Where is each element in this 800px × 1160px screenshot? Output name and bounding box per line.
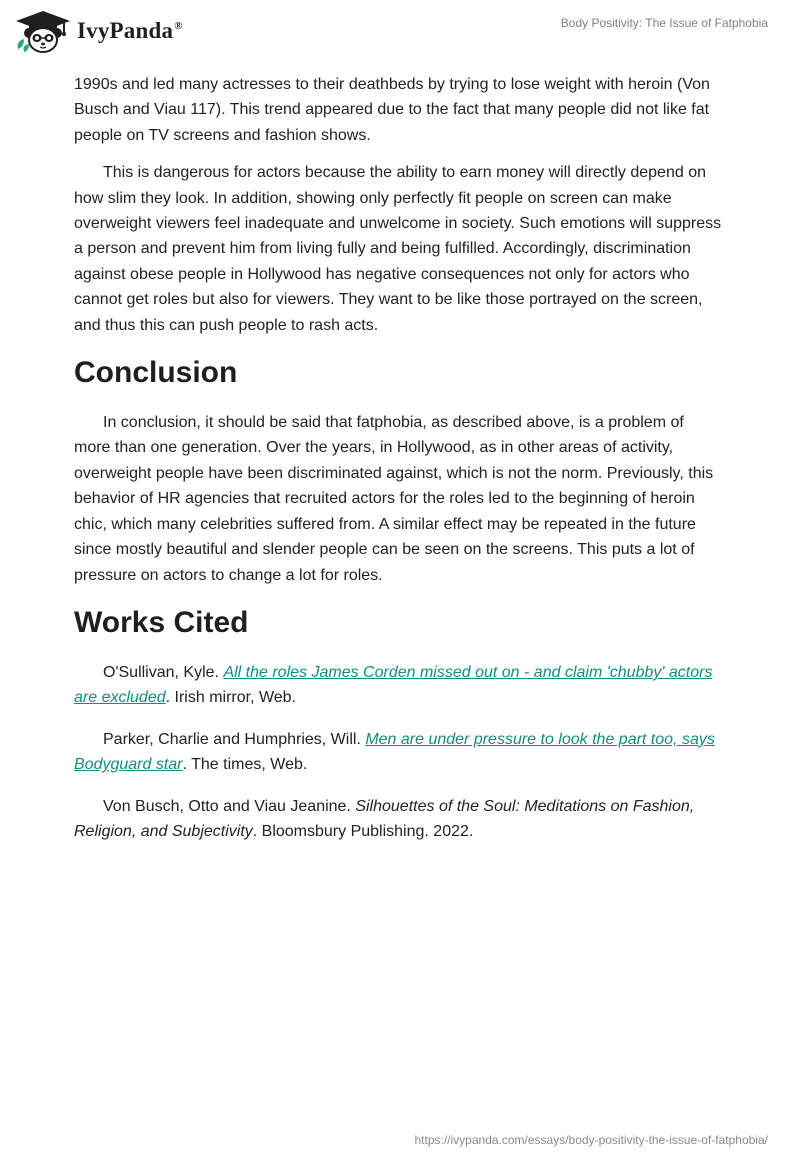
- panda-graduate-icon: [14, 9, 72, 53]
- citation-item: Parker, Charlie and Humphries, Will. Men are under pressure to look the part too, says Bodyguard star. The times, Web.: [74, 730, 715, 774]
- paragraph-continued: 1990s and led many actresses to their deathbeds by trying to lose weight with heroin (Von Busch and Viau 117). This trend appeared due to the fact that many people did not like fat people on TV screens and fashion shows.: [74, 76, 710, 144]
- citation-item: Von Busch, Otto and Viau Jeanine. Silhouettes of the Soul: Meditations on Fashion, Religion, and Subjectivity. Bloomsbury Publishing. 2022.: [74, 797, 695, 840]
- brand-name: IvyPanda®: [77, 18, 183, 43]
- works-cited-heading: Works Cited: [74, 605, 249, 639]
- conclusion-heading: Conclusion: [74, 356, 238, 390]
- ivypanda-logo[interactable]: [14, 9, 183, 53]
- essay-content: [74, 72, 724, 860]
- citation-link[interactable]: Men are under pressure to look the part too, says Bodyguard star: [74, 730, 715, 774]
- paragraph-danger: This is dangerous for actors because the ability to earn money will directly depend on how slim they look. In addition, showing only perfectly fit people on screen can make overweight viewers feel inadequate and unwelcome in society. Such emotions will suppress a person and prevent him from living fully and being fulfilled. Accordingly, discrimination against obese people in Hollywood has negative consequences not only for actors who cannot get roles but also for viewers. They want to be like those portrayed on the screen, and thus this can push people to rash acts.: [74, 164, 722, 334]
- page-url[interactable]: https://ivypanda.com/essays/body-positivity-the-issue-of-fatphobia/: [414, 1133, 768, 1147]
- document-title: Body Positivity: The Issue of Fatphobia: [560, 16, 768, 30]
- citation-link[interactable]: All the roles James Corden missed out on - and claim 'chubby' actors are excluded: [74, 663, 713, 707]
- page-header: [0, 0, 800, 64]
- citation-book-title: Silhouettes of the Soul: Meditations on Fashion, Religion, and Subjectivity: [74, 797, 695, 840]
- paragraph-conclusion: In conclusion, it should be said that fatphobia, as described above, is a problem of more than one generation. Over the years, in Hollywood, as in other areas of activity, overweight people have been discriminated against, which is not the norm. Previously, this behavior of HR agencies that recruited actors for the roles led to the beginning of heroin chic, which many celebrities suffered from. A similar effect may be repeated in the future since mostly beautiful and slender people can be seen on the screens. This puts a lot of pressure on actors to change a lot for roles.: [74, 414, 714, 584]
- citation-item: O'Sullivan, Kyle. All the roles James Corden missed out on - and claim 'chubby' actors are excluded. Irish mirror, Web.: [74, 663, 713, 707]
